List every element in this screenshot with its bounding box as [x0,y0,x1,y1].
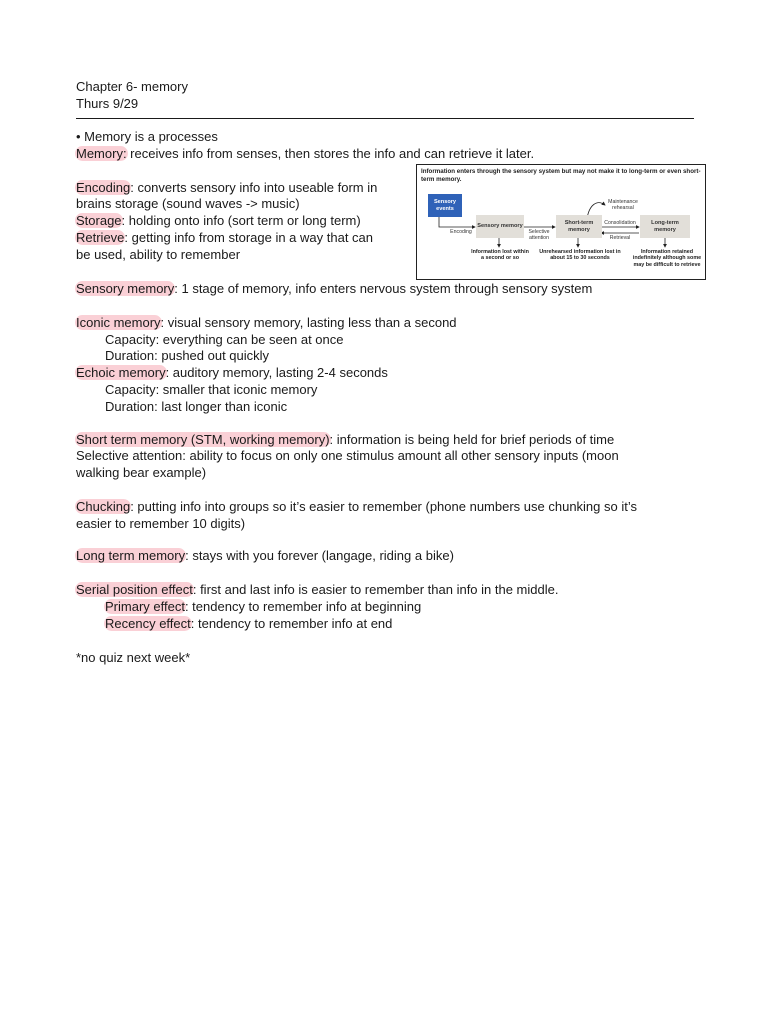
ltm-definition: : stays with you forever (langage, riding a bike) [185,548,454,563]
sensory-definition: : 1 stage of memory, info enters nervous system through sensory system [174,281,593,296]
ltm-line [76,547,454,564]
retained-note: Information retained indefinitely although some may be difficult to retrieve [632,249,702,268]
memory-definition: receives info from senses, then stores the info and can retrieve it later. [126,146,535,161]
retrieval-label: Retrieval [609,235,631,241]
maintenance-label: Maintenance rehearsal [608,199,638,211]
echoic-capacity: Capacity: smaller that iconic memory [105,382,318,397]
serial-definition: : first and last info is easier to remember than info in the middle. [192,582,559,597]
stm-definition: : information is being held for brief periods of time [329,432,615,447]
chunking-line [76,498,637,515]
primary-definition: : tendency to remember info at beginning [184,599,422,614]
serial-line [76,581,558,598]
iconic-line [76,314,457,331]
echoic-line [76,364,388,381]
sensory-term: Sensory memory [76,281,175,296]
bullet-line: • Memory is a processes [76,129,218,144]
retrieve-line-2: be used, ability to remember [76,247,241,262]
page-title: Chapter 6- memory [76,79,188,94]
quiz-note: *no quiz next week* [76,650,191,665]
retrieve-term: Retrieve [76,230,125,245]
stm-line [76,431,614,448]
chunking-definition: : putting info into groups so it’s easier to remember (phone numbers use chunking so it’s [130,499,637,514]
memory-model-figure [416,164,706,280]
unrehearsed-note: Unrehearsed information lost in about 15 to 30 seconds [539,249,621,262]
recency-definition: : tendency to remember info at end [190,616,393,631]
encoding-definition: : converts sensory info into useable form in [130,180,378,195]
sensory-events-box: Sensory events [428,194,462,217]
storage-definition: : holding onto info (sort term or long term) [121,213,361,228]
chunking-line-2: easier to remember 10 digits) [76,516,246,531]
iconic-definition: : visual sensory memory, lasting less than a second [160,315,457,330]
iconic-capacity: Capacity: everything can be seen at once [105,332,344,347]
retrieve-line [76,229,373,246]
header-divider [76,118,694,119]
iconic-term: Iconic memory [76,315,161,330]
selective-line: Selective attention: ability to focus on only one stimulus amount all other sensory inputs (moon [76,448,619,463]
note-header [76,78,188,112]
primary-term: Primary effect [105,599,185,614]
lost-second-note: Information lost within a second or so [471,249,529,262]
encoding-line [76,179,377,196]
memory-line [76,145,534,162]
chunking-term: Chucking [76,499,131,514]
selective-line-2: walking bear example) [76,465,207,480]
note-date: Thurs 9/29 [76,96,139,111]
iconic-duration: Duration: pushed out quickly [105,348,270,363]
long-term-memory-box: Long-term memory [640,215,690,238]
echoic-duration: Duration: last longer than iconic [105,399,288,414]
short-term-memory-box: Short-term memory [556,215,602,238]
recency-term: Recency effect [105,616,191,631]
sensory-memory-box: Sensory memory [476,215,524,238]
encoding-label: Encoding [450,229,472,235]
retrieve-definition: : getting info from storage in a way that can [124,230,374,245]
figure-caption: Information enters through the sensory system but may not make it to long-term or even short-term memory. [421,168,701,183]
memory-term: Memory: [76,146,127,161]
storage-line [76,212,361,229]
echoic-definition: : auditory memory, lasting 2-4 seconds [165,365,388,380]
encoding-line-2: brains storage (sound waves -> music) [76,196,300,211]
echoic-term: Echoic memory [76,365,166,380]
ltm-term: Long term memory [76,548,186,563]
encoding-arrow [439,217,475,227]
consolidation-label: Consolidation [604,220,636,226]
storage-term: Storage [76,213,122,228]
recency-line [105,615,392,632]
sensory-line [76,280,592,297]
primary-line [105,598,421,615]
encoding-term: Encoding [76,180,131,195]
stm-term: Short term memory (STM, working memory) [76,432,330,447]
selective-attention-label: Selective attention [528,229,550,241]
serial-term: Serial position effect [76,582,193,597]
